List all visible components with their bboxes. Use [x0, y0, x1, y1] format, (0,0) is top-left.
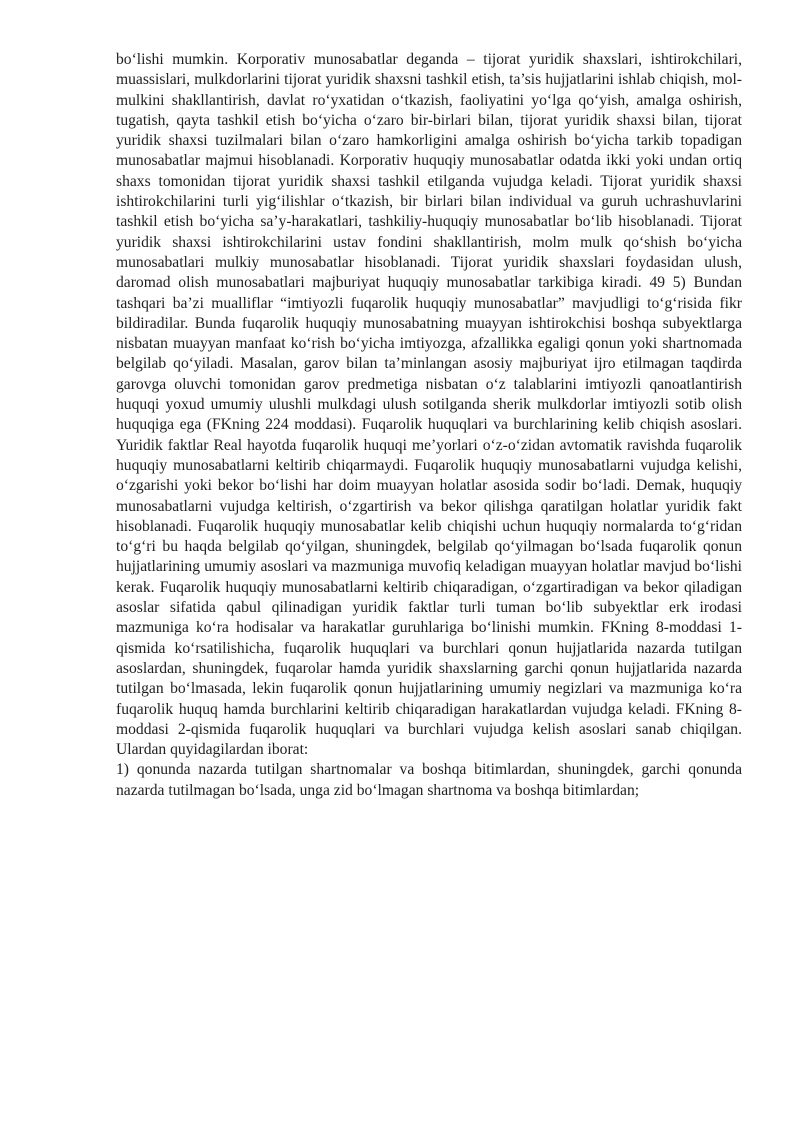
body-paragraph: bo‘lishi mumkin. Korporativ munosabatlar deganda – tijorat yuridik shaxslari, ishtirokchilari, muassislari, mulkdorlarini tijorat yuridik shaxsni tashkil etish, ta’sis hujjatlarini ishlab chiqish, mol-mulkini shakllantirish, davlat ro‘yxatidan o‘tkazish, faoliyatini yo‘lga qo‘yish, amalga oshirish, tugatish, qayta tashkil etish bo‘yicha o‘zaro bir-birlari bilan, tijorat yuridik shaxsi bilan, tijorat yuridik shaxsi tuzilmalari bilan o‘zaro hamkorligini amalga oshirish bo‘yicha tarkib topadigan munosabatlar majmui hisoblanadi. Korporativ huquqiy munosabatlar odatda ikki yoki undan ortiq shaxs tomonidan tijorat yuridik shaxsi tashkil etilganda vujudga keladi. Tijorat yuridik shaxsi ishtirokchilarini turli yig‘ilishlar o‘tkazish, bir birlari bilan individual va guruh uchrashuvlarini tashkil etish bo‘yicha sa’y-harakatlari, tashkiliy-huquqiy munosabatlar bo‘lib hisoblanadi. Tijorat yuridik shaxsi ishtirokchilarini ustav fondini shakllantirish, molm mulk qo‘shish bo‘yicha munosabatlari mulkiy munosabatlar hisoblanadi. Tijorat yuridik shaxslari foydasidan ulush, daromad olish munosabatlari majburiyat huquqiy munosabatlar tarkibiga kiradi. 49 5) Bundan tashqari ba’zi mualliflar “imtiyozli fuqarolik huquqiy munosabatlar” mavjudligi to‘g‘risida fikr bildiradilar. Bunda fuqarolik huquqiy munosabatning muayyan ishtirokchisi boshqa subyektlarga nisbatan muayyan manfaat ko‘rish bo‘yicha imtiyozga, afzallikka egaligi qonun yoki shartnomada belgilab qo‘yiladi. Masalan, garov bilan ta’minlangan asosiy majburiyat ijro etilmagan taqdirda garovga oluvchi tomonidan garov predmetiga nisbatan o‘z talablarini imtiyozli qanoatlantirish huquqi yoxud umumiy ulushli mulkdagi ulush sotilganda sherik mulkdorlar imtiyozli sotib olish huquqiga ega (FKning 224 moddasi). Fuqarolik huquqlari va burchlarining kelib chiqish asoslari. Yuridik faktlar Real hayotda fuqarolik huquqi me’yorlari o‘z-o‘zidan avtomatik ravishda fuqarolik huquqiy munosabatlarni keltirib chiqarmaydi. Fuqarolik huquqiy munosabatlarni vujudga kelishi, o‘zgarishi yoki bekor bo‘lishi har doim muayyan holatlar asosida sodir bo‘ladi. Demak, huquqiy munosabatlarni vujudga keltirish, o‘zgartirish va bekor qilishga qaratilgan holatlar yuridik fakt hisoblanadi. Fuqarolik huquqiy munosabatlar kelib chiqishi uchun huquqiy normalarda to‘g‘ridan to‘g‘ri bu haqda belgilab qo‘yilgan, shuningdek, belgilab qo‘yilmagan bo‘lsada fuqarolik qonun hujjatlarining umumiy asoslari va mazmuniga muvofiq keladigan muayyan holatlar mavjud bo‘lishi kerak. Fuqarolik huquqiy munosabatlarni keltirib chiqaradigan, o‘zgartiradigan va bekor qiladigan asoslar sifatida qabul qilinadigan yuridik faktlar turli tuman bo‘lib subyektlar erk irodasi mazmuniga ko‘ra hodisalar va harakatlar guruhlariga bo‘linishi mumkin. FKning 8-moddasi 1-qismida ko‘rsatilishicha, fuqarolik huquqlari va burchlari qonun hujjatlarida nazarda tutilgan asoslardan, shuningdek, fuqarolar hamda yuridik shaxslarning garchi qonun hujjatlarida nazarda tutilgan bo‘lmasada, lekin fuqarolik qonun hujjatlarining umumiy negizlari va mazmuniga ko‘ra fuqarolik huquq hamda burchlarini keltirib chiqaradigan harakatlardan vujudga keladi. FKning 8-moddasi 2-qismida fuqarolik huquqlari va burchlari vujudga kelish asoslari sanab chiqilgan. Ulardan quyidagilardan iborat:	[116, 51, 742, 759]
document-page	[116, 50, 742, 801]
list-item-1: 1) qonunda nazarda tutilgan shartnomalar va boshqa bitimlardan, shuningdek, garchi qonunda nazarda tutilmagan bo‘lsada, unga zid bo‘lmagan shartnoma va boshqa bitimlardan;	[116, 761, 742, 799]
